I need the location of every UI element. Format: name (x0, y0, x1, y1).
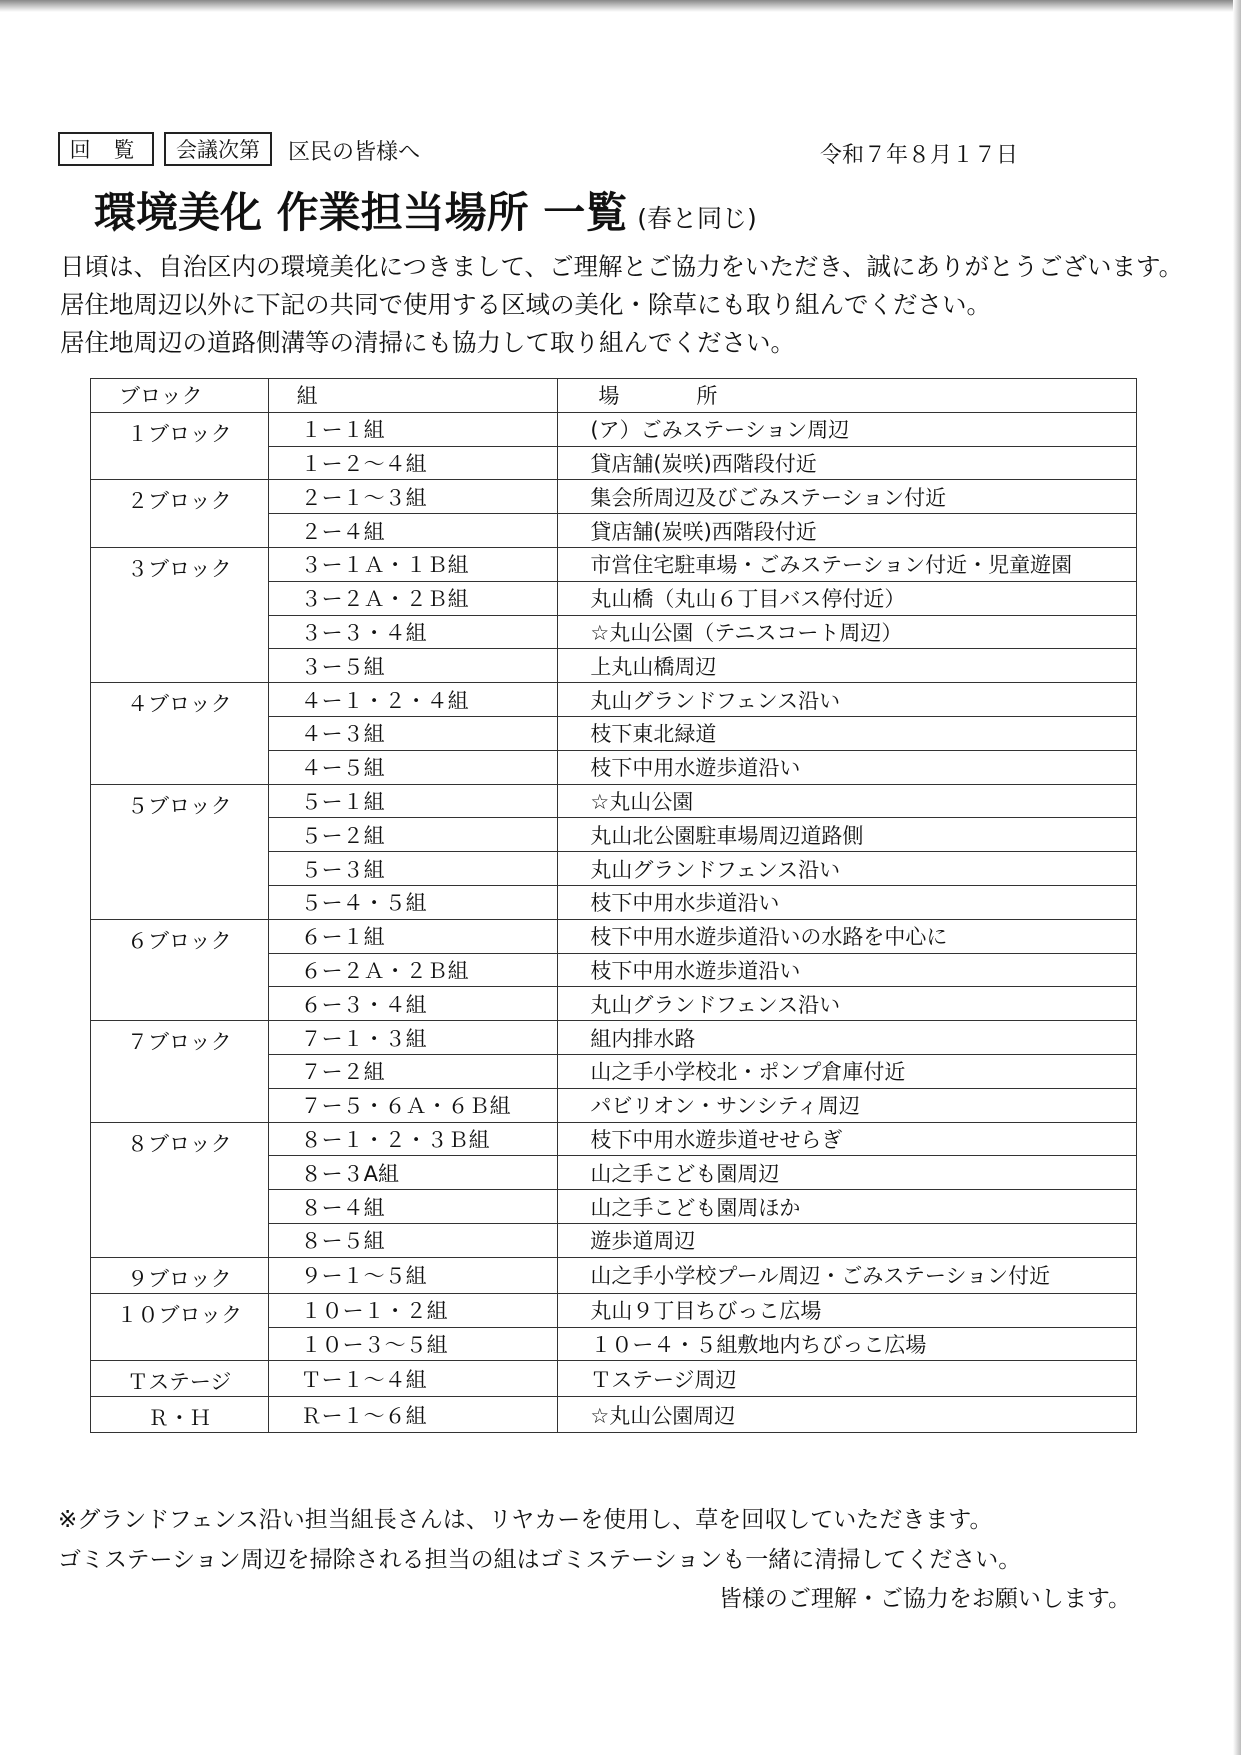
kumi-cell: １ー１組 (268, 412, 558, 446)
intro-line: 居住地周辺以外に下記の共同で使用する区域の美化・除草にも取り組んでください。 (60, 290, 991, 319)
table-row (91, 919, 1137, 953)
table-row (91, 683, 1137, 717)
header-block: ブロック (91, 379, 269, 413)
kumi-cell: ７ー１・３組 (268, 1021, 558, 1055)
block-name: ４ブロック (91, 683, 269, 784)
kumi-cell: ８ー３A組 (268, 1156, 558, 1190)
kumi-cell: ５ー２組 (268, 818, 558, 852)
place-cell: 集会所周辺及びごみステーション付近 (558, 480, 1137, 514)
circulate-box: 回 覧 (58, 132, 154, 166)
table-row (91, 1122, 1137, 1156)
kumi-cell: ６ー２Ａ・２Ｂ組 (268, 953, 558, 987)
block-name: ８ブロック (91, 1122, 269, 1257)
place-cell: 組内排水路 (558, 1021, 1137, 1055)
place-cell: パビリオン・サンシティ周辺 (558, 1088, 1137, 1122)
place-cell: (ア）ごみステーション周辺 (558, 412, 1137, 446)
kumi-cell: ７ー５・６Ａ・６Ｂ組 (268, 1088, 558, 1122)
kumi-cell: ５ー３組 (268, 852, 558, 886)
notes (58, 1500, 1188, 1580)
place-cell: ☆丸山公園（テニスコート周辺） (558, 615, 1137, 649)
block-name: ３ブロック (91, 547, 269, 682)
kumi-cell: ６ー１組 (268, 919, 558, 953)
kumi-cell: ７ー２組 (268, 1054, 558, 1088)
table-row (91, 412, 1137, 446)
intro-line: 居住地周辺の道路側溝等の清掃にも協力して取り組んでください。 (60, 328, 795, 357)
assignment-table (90, 378, 1137, 1433)
kumi-cell: Ｔー１～４組 (268, 1361, 558, 1397)
place-cell: 上丸山橋周辺 (558, 649, 1137, 683)
place-cell: 山之手小学校北・ポンプ倉庫付近 (558, 1054, 1137, 1088)
place-cell: 貸店舗(炭咲)西階段付近 (558, 514, 1137, 548)
place-cell: ☆丸山公園周辺 (558, 1397, 1137, 1433)
table-row (91, 1293, 1137, 1327)
kumi-cell: ４ー３組 (268, 716, 558, 750)
kumi-cell: ５ー４・５組 (268, 885, 558, 919)
table-row (91, 1257, 1137, 1293)
place-cell: 枝下中用水遊歩道沿いの水路を中心に (558, 919, 1137, 953)
kumi-cell: ９ー１～５組 (268, 1257, 558, 1293)
kumi-cell: ３ー３・４組 (268, 615, 558, 649)
kumi-cell: ２ー４組 (268, 514, 558, 548)
place-cell: 丸山９丁目ちびっこ広場 (558, 1293, 1137, 1327)
kumi-cell: ２ー１～３組 (268, 480, 558, 514)
kumi-cell: １０ー３～５組 (268, 1327, 558, 1361)
place-cell: 丸山橋（丸山６丁目バス停付近） (558, 581, 1137, 615)
header-place: 場 所 (558, 379, 1137, 413)
place-cell: 枝下中用水遊歩道せせらぎ (558, 1122, 1137, 1156)
title-note: (春と同じ) (637, 204, 757, 233)
place-cell: 貸店舗(炭咲)西階段付近 (558, 446, 1137, 480)
addressee: 区民の皆様へ (288, 140, 421, 165)
kumi-cell: Ｒー１～６組 (268, 1397, 558, 1433)
block-name: ６ブロック (91, 919, 269, 1020)
kumi-cell: ４ー１・２・４組 (268, 683, 558, 717)
issue-date: 令和７年８月１７日 (820, 143, 1019, 168)
note-line: ※グランドフェンス沿い担当組長さんは、リヤカーを使用し、草を回収していただきます。 (58, 1507, 993, 1533)
table-row (91, 480, 1137, 514)
place-cell: ☆丸山公園 (558, 784, 1137, 818)
table-row (91, 784, 1137, 818)
document-header (58, 132, 1188, 168)
place-cell: 山之手小学校プール周辺・ごみステーション付近 (558, 1257, 1137, 1293)
place-cell: 遊歩道周辺 (558, 1223, 1137, 1257)
kumi-cell: ８ー４組 (268, 1190, 558, 1224)
place-cell: 丸山グランドフェンス沿い (558, 683, 1137, 717)
block-name: ５ブロック (91, 784, 269, 919)
block-name: １ブロック (91, 412, 269, 480)
place-cell: 山之手こども園周ほか (558, 1190, 1137, 1224)
table-header-row (91, 379, 1137, 413)
block-name: ９ブロック (91, 1257, 269, 1293)
table-row (91, 547, 1137, 581)
place-cell: 山之手こども園周辺 (558, 1156, 1137, 1190)
table-row (91, 1397, 1137, 1433)
scan-edge-top (0, 0, 1241, 12)
kumi-cell: ８ー１・２・３Ｂ組 (268, 1122, 558, 1156)
agenda-box: 会議次第 (164, 132, 272, 166)
place-cell: １０ー４・５組敷地内ちびっこ広場 (558, 1327, 1137, 1361)
kumi-cell: ４ー５組 (268, 750, 558, 784)
closing-text: 皆様のご理解・ご協力をお願いします。 (718, 1586, 1131, 1612)
block-name: ７ブロック (91, 1021, 269, 1122)
block-name: １０ブロック (91, 1293, 269, 1361)
place-cell: 枝下中用水遊歩道沿い (558, 750, 1137, 784)
intro-line: 日頃は、自治区内の環境美化につきまして、ご理解とご協力をいただき、誠にありがとうございます。 (60, 252, 1184, 281)
kumi-cell: ３ー１Ａ・１Ｂ組 (268, 547, 558, 581)
block-name: Ｔステージ (91, 1361, 269, 1397)
table-row (91, 1021, 1137, 1055)
place-cell: 枝下東北緑道 (558, 716, 1137, 750)
intro-text (60, 248, 1190, 362)
kumi-cell: ５ー１組 (268, 784, 558, 818)
kumi-cell: ３ー５組 (268, 649, 558, 683)
place-cell: 丸山グランドフェンス沿い (558, 852, 1137, 886)
place-cell: 枝下中用水歩道沿い (558, 885, 1137, 919)
block-name: ２ブロック (91, 480, 269, 548)
kumi-cell: １ー２～４組 (268, 446, 558, 480)
title-text: 環境美化 作業担当場所 一覧 (94, 188, 628, 237)
header-kumi: 組 (268, 379, 558, 413)
place-cell: 丸山グランドフェンス沿い (558, 987, 1137, 1021)
page-title (94, 180, 757, 240)
scan-edge-right (1233, 0, 1241, 1755)
kumi-cell: ６ー３・４組 (268, 987, 558, 1021)
place-cell: 市営住宅駐車場・ごみステーション付近・児童遊園 (558, 547, 1137, 581)
place-cell: 枝下中用水遊歩道沿い (558, 953, 1137, 987)
place-cell: 丸山北公園駐車場周辺道路側 (558, 818, 1137, 852)
kumi-cell: １０ー１・２組 (268, 1293, 558, 1327)
place-cell: Ｔステージ周辺 (558, 1361, 1137, 1397)
table-row (91, 1361, 1137, 1397)
kumi-cell: ８ー５組 (268, 1223, 558, 1257)
note-line: ゴミステーション周辺を掃除される担当の組はゴミステーションも一緒に清掃してください。 (58, 1547, 1022, 1573)
kumi-cell: ３ー２Ａ・２Ｂ組 (268, 581, 558, 615)
block-name: Ｒ・Ｈ (91, 1397, 269, 1433)
